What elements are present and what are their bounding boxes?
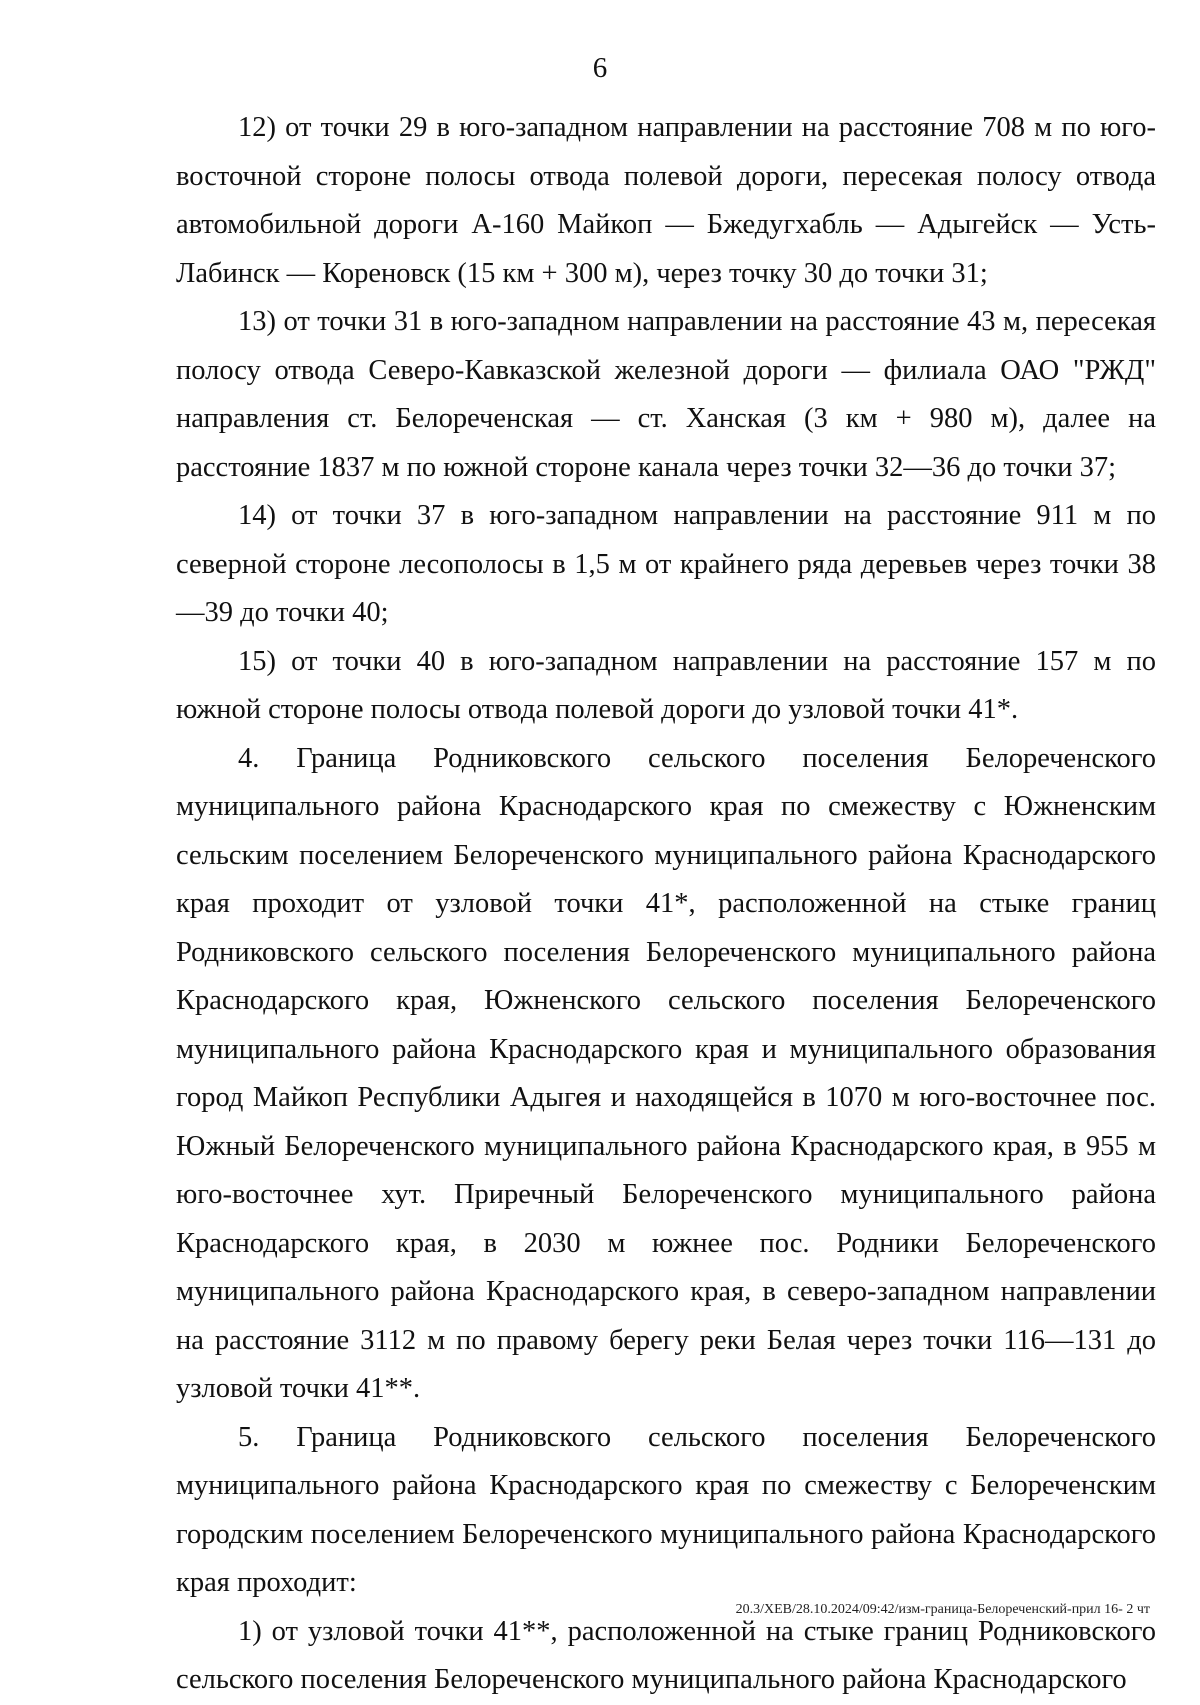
paragraph-13: 13) от точки 31 в юго-западном направлении на расстояние 43 м, пересекая полосу отвода Северо-Кавказской железной дороги — филиала ОАО "РЖД" направления ст. Белореченская — ст. Ханская (3 км + 980 м), далее на расстояние 1837 м по южной стороне канала через точки 32—36 до точки 37; [176,306,1156,483]
section-5-paragraph: 5. Граница Родниковского сельского поселения Белореченского муниципального района Краснодарского края по смежеству с Белореченским городским поселением Белореченского муниципального района Краснодарского края проходит: [176,1421,1156,1598]
paragraph-14: 14) от точки 37 в юго-западном направлении на расстояние 911 м по северной стороне лесополосы в 1,5 м от крайнего ряда деревьев через точки 38—39 до точки 40; [176,500,1156,628]
section-4-paragraph: 4. Граница Родниковского сельского поселения Белореченского муниципального района Краснодарского края по смежеству с Южненским сельским поселением Белореченского муниципального района Краснодарского края проходит от узловой точки 41*, расположенной на стыке границ Родниковского сельского поселения Белореченского муниципального района Краснодарского края, Южненского сельского поселения Белореченского муниципального района Краснодарского края и муниципального образования город Майкоп Республики Адыгея и находящейся в 1070 м юго-восточнее пос. Южный Белореченского муниципального района Краснодарского края, в 955 м юго-восточнее хут. Приречный Белореченского муниципального района Краснодарского края, в 2030 м южнее пос. Родники Белореченского муниципального района Краснодарского края, в северо-западном направлении на расстояние 3112 м по правому берегу реки Белая через точки 116—131 до узловой точки 41**. [176,742,1156,1404]
paragraph-12: 12) от точки 29 в юго-западном направлении на расстояние 708 м по юго-восточной стороне полосы отвода полевой дороги, пересекая полосу отвода автомобильной дороги А-160 Майкоп — Бжедугхабль — Адыгейск — Усть-Лабинск — Кореновск (15 км + 300 м), через точку 30 до точки 31; [176,112,1156,289]
page-number: 6 [592,52,608,84]
document-footer: 20.3/ХЕВ/28.10.2024/09:42/изм-граница-Белореченский-прил 16- 2 чт [735,1602,1150,1617]
section-5-item-1: 1) от узловой точки 41**, расположенной на стыке границ Родниковского сельского поселения Белореченского муниципального района Краснодарского [176,1615,1156,1695]
document-body [176,104,1156,1705]
paragraph-15: 15) от точки 40 в юго-западном направлении на расстояние 157 м по южной стороне полосы отвода полевой дороги до узловой точки 41*. [176,645,1156,725]
